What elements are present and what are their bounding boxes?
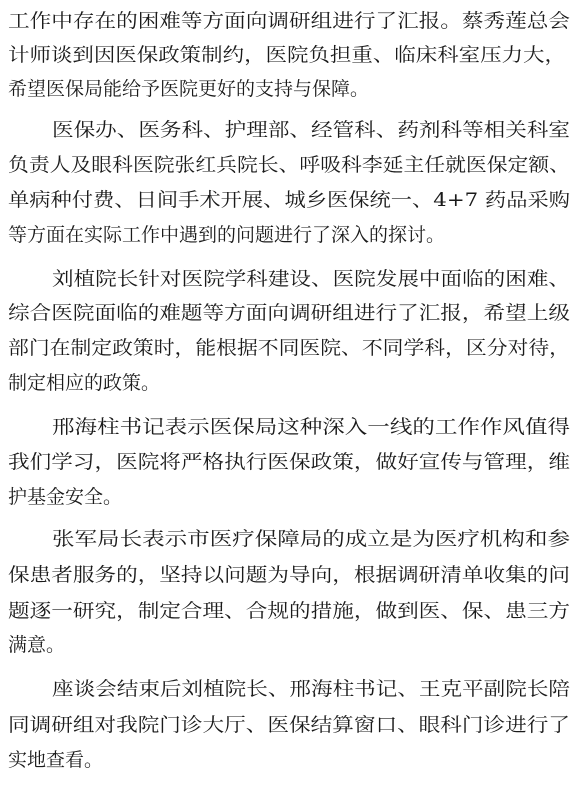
- line-text: 题逐一研究，制定合理、合规的措施，做到医、保、患三方: [8, 600, 570, 622]
- text-line: [8, 218, 570, 252]
- line-text: 护基金安全。: [8, 486, 123, 508]
- line-text: 医保办、医务科、护理部、经管科、药剂科等相关科室: [52, 119, 570, 141]
- text-line: [52, 113, 570, 147]
- line-text: 希望医保局能给予医院更好的支持与保障。: [8, 78, 370, 100]
- line-text: 制定相应的政策。: [8, 372, 161, 394]
- line-text: 实地查看。: [8, 749, 104, 771]
- line-text: 负责人及眼科医院张红兵院长、呼吸科李延主任就医保定额、: [8, 154, 570, 176]
- line-text: 部门在制定政策时，能根据不同医院、不同学科，区分对待，: [8, 337, 570, 359]
- text-line: [52, 672, 570, 706]
- line-text: 工作中存在的困难等方面向调研组进行了汇报。蔡秀莲总会: [8, 10, 570, 32]
- text-line: [52, 410, 570, 444]
- text-line: [8, 296, 570, 330]
- line-text: 单病种付费、日间手术开展、城乡医保统一、4+7 药品采购: [8, 189, 570, 211]
- line-text: 同调研组对我院门诊大厅、医保结算窗口、眼科门诊进行了: [8, 714, 570, 736]
- text-line: [8, 628, 570, 662]
- line-text: 张军局长表示市医疗保障局的成立是为医疗机构和参: [52, 528, 570, 550]
- text-line: [8, 366, 570, 400]
- text-line: [8, 743, 570, 777]
- text-line: [8, 708, 570, 742]
- text-line: [8, 38, 566, 72]
- text-line: [8, 480, 570, 514]
- line-text: 刘植院长针对医院学科建设、医院发展中面临的困难、: [52, 268, 570, 290]
- text-line: [52, 262, 570, 296]
- text-line: [8, 183, 570, 217]
- text-line: [8, 148, 570, 182]
- text-line: [8, 4, 570, 38]
- text-line: [8, 445, 570, 479]
- line-text: 计师谈到因医保政策制约，医院负担重、临床科室压力大，: [8, 44, 566, 66]
- line-text: 满意。: [8, 634, 66, 656]
- text-line: [8, 331, 570, 365]
- line-text: 综合医院面临的难题等方面向调研组进行了汇报，希望上级: [8, 302, 570, 324]
- line-text: 等方面在实际工作中遇到的问题进行了深入的探讨。: [8, 224, 446, 246]
- text-line: [8, 72, 570, 106]
- line-text: 我们学习，医院将严格执行医保政策，做好宣传与管理，维: [8, 451, 570, 473]
- text-line: [8, 594, 570, 628]
- line-text: 座谈会结束后刘植院长、邢海柱书记、王克平副院长陪: [52, 678, 570, 700]
- text-line: [52, 522, 570, 556]
- text-line: [8, 558, 570, 592]
- line-text: 保患者服务的，坚持以问题为导向，根据调研清单收集的问: [8, 564, 570, 586]
- line-text: 邢海柱书记表示医保局这种深入一线的工作作风值得: [52, 416, 570, 438]
